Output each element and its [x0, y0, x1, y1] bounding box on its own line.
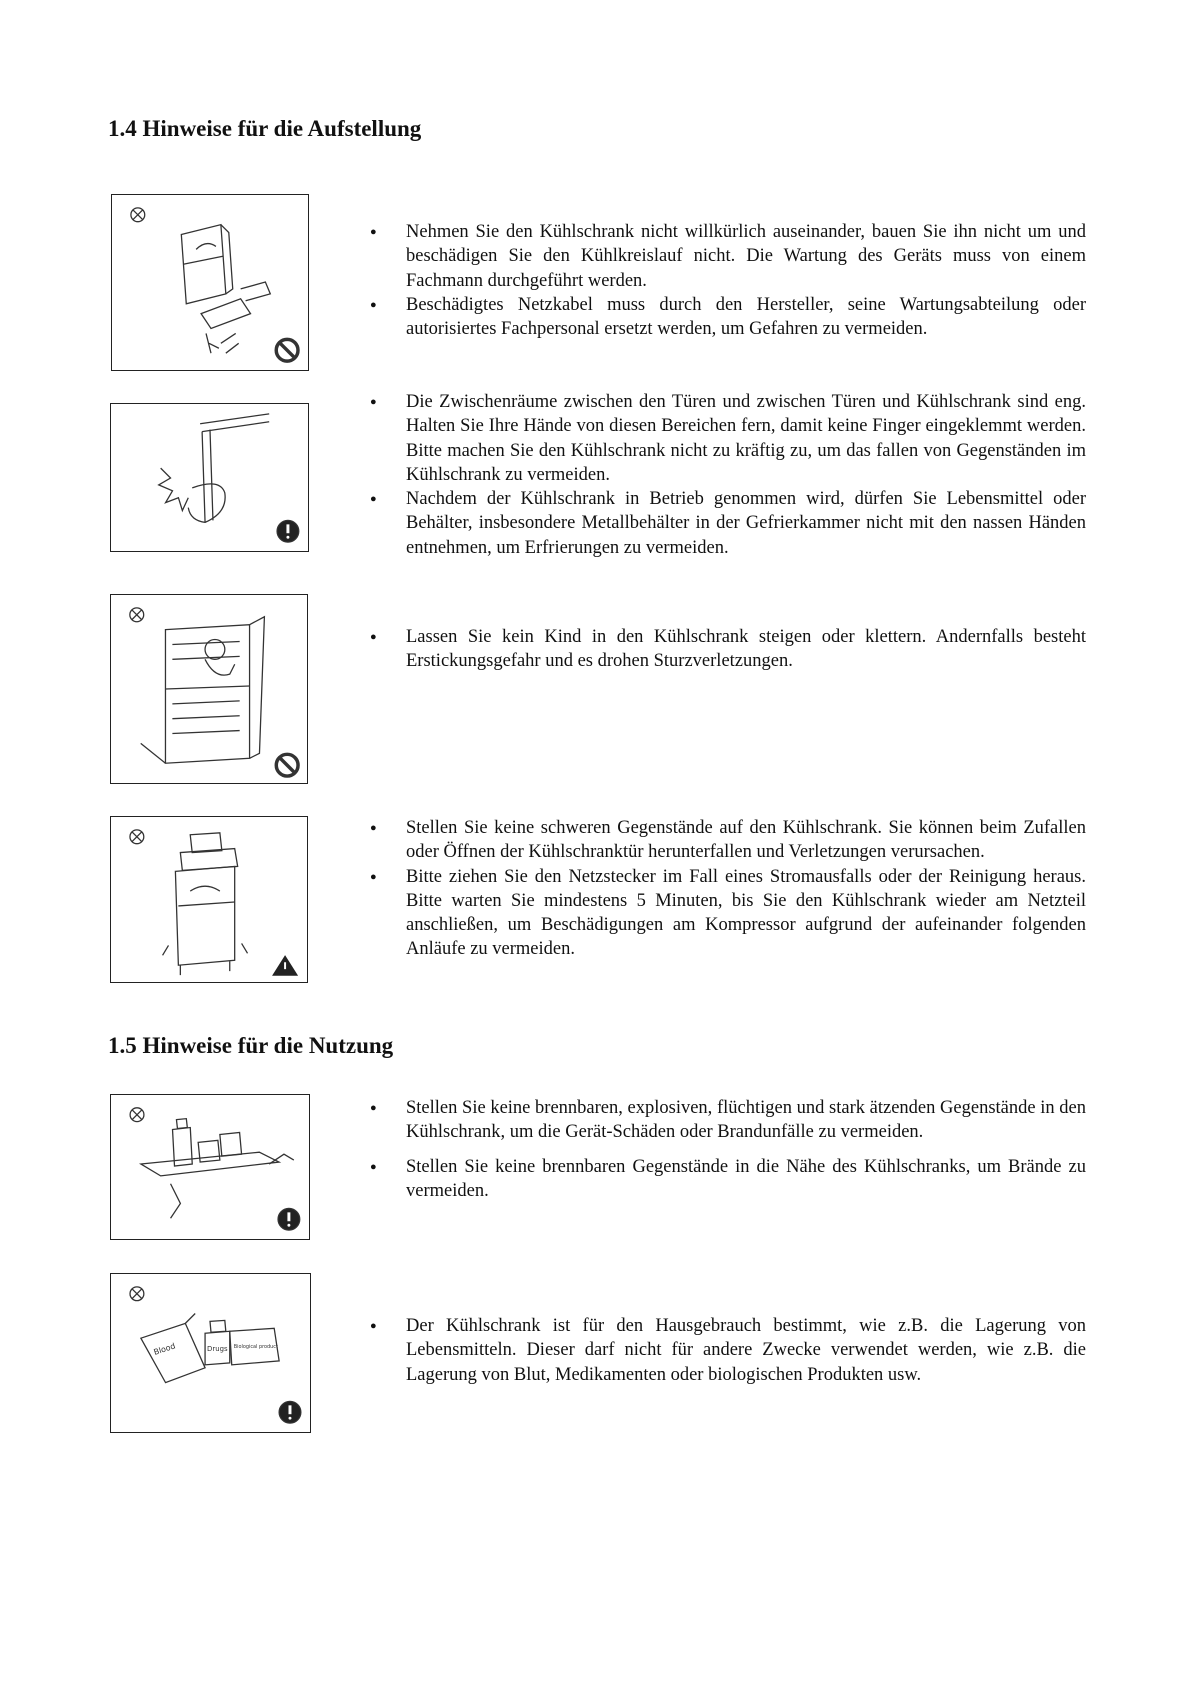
illustration-disassembly: [111, 194, 309, 371]
bullet-item: ● Nachdem der Kühlschrank in Betrieb genommen wird, dürfen Sie Lebensmittel oder Behälter, insbesondere Metallbehälter in der Gefrierkammer nicht mit den nassen Händen entnehmen, um Erfrierungen zu vermeiden.: [370, 487, 1086, 560]
drugs-label: Drugs: [207, 1345, 228, 1354]
section-heading-nutzung: 1.5 Hinweise für die Nutzung: [108, 1033, 394, 1058]
mandatory-icon: [278, 1208, 300, 1230]
circle-x-icon: [130, 608, 144, 622]
bullet-item: ● Beschädigtes Netzkabel muss durch den Hersteller, seine Wartungsabteilung oder autorisiertes Fachpersonal ersetzt werden, um Gefahren zu vermeiden.: [370, 293, 1086, 342]
bullet-item: ● Stellen Sie keine schweren Gegenstände auf den Kühlschrank. Sie können beim Zufallen oder Öffnen der Kühlschranktür herunterfallen und Verletzungen verursachen.: [370, 816, 1086, 865]
text-block-heavy-objects: [370, 816, 1086, 962]
section-heading-aufstellung: 1.4 Hinweise für die Aufstellung: [108, 116, 422, 141]
open-fridge-child-sketch-icon: [141, 617, 265, 763]
fridge-boxes-sketch-icon: [163, 833, 248, 975]
illustration-household-use: [110, 1273, 311, 1433]
illustration-heavy-objects: [110, 816, 308, 983]
bullet-item: ● Die Zwischenräume zwischen den Türen und zwischen Türen und Kühlschrank sind eng. Halten Sie Ihre Hände von diesen Bereichen fern, damit keine Finger eingeklemmt werden. Bitte machen Sie den Kühlschrank nicht zu kräftig zu, um das fallen von Gegenständen im Kühlschrank zu vermeiden.: [370, 390, 1086, 487]
circle-x-icon: [131, 208, 145, 222]
mandatory-icon: [279, 1401, 301, 1423]
prohibition-icon: [276, 754, 298, 776]
illustration-door-gap: [110, 403, 309, 552]
bullet-item: ● Der Kühlschrank ist für den Hausgebrauch bestimmt, wie z.B. die Lagerung von Lebensmitteln. Dieser darf nicht für andere Zwecke verwendet werden, wie z.B. die Lagerung von Blut, Medikamenten oder biologischen Produkten usw.: [370, 1314, 1086, 1387]
bullet-item: ● Nehmen Sie den Kühlschrank nicht willkürlich auseinander, bauen Sie ihn nicht um und beschädigen Sie den Kühlkreislauf nicht. Die Wartung des Geräts muss von einem Fachmann durchgeführt werden.: [370, 220, 1086, 293]
bullet-item: ● Bitte ziehen Sie den Netzstecker im Fall eines Stromausfalls oder der Reinigung heraus. Bitte warten Sie mindestens 5 Minuten, bis Sie den Kühlschrank wieder am Netzteil anschließen, um Beschädigungen am Kompressor aufgrund der aufeinander folgenden Anläufe zu vermeiden.: [370, 865, 1086, 962]
circle-x-icon: [130, 1108, 144, 1122]
illustration-flammable: [110, 1094, 310, 1240]
bullet-item: ● Lassen Sie kein Kind in den Kühlschrank steigen oder klettern. Andernfalls besteht Erstickungsgefahr und es drohen Sturzverletzungen.: [370, 625, 1086, 674]
text-block-child: [370, 625, 1086, 674]
bullet-item: ● Stellen Sie keine brennbaren Gegenstände in die Nähe des Kühlschranks, um Brände zu vermeiden.: [370, 1155, 1086, 1204]
warning-icon: [273, 956, 297, 975]
shelf-bottles-sketch-icon: [141, 1119, 294, 1219]
biological-product-label: Biological product: [233, 1344, 278, 1351]
blood-label: Blood: [152, 1341, 177, 1357]
mandatory-icon: [277, 520, 299, 542]
fridge-sketch-icon: [181, 225, 232, 304]
prohibition-icon: [276, 339, 298, 361]
illustration-child-climbing: [110, 594, 308, 784]
text-block-household-use: [370, 1314, 1086, 1387]
text-block-flammable: [370, 1096, 1086, 1203]
door-hand-sketch-icon: [159, 414, 269, 523]
circle-x-icon: [130, 1287, 144, 1301]
bullet-item: ● Stellen Sie keine brennbaren, explosiven, flüchtigen und stark ätzenden Gegenstände in den Kühlschrank, um die Gerät-Schäden oder Brandunfälle zu vermeiden.: [370, 1096, 1086, 1145]
circle-x-icon: [130, 830, 144, 844]
text-block-disassembly: [370, 220, 1086, 341]
tools-sketch-icon: [201, 282, 270, 353]
text-block-door-gap: [370, 390, 1086, 560]
